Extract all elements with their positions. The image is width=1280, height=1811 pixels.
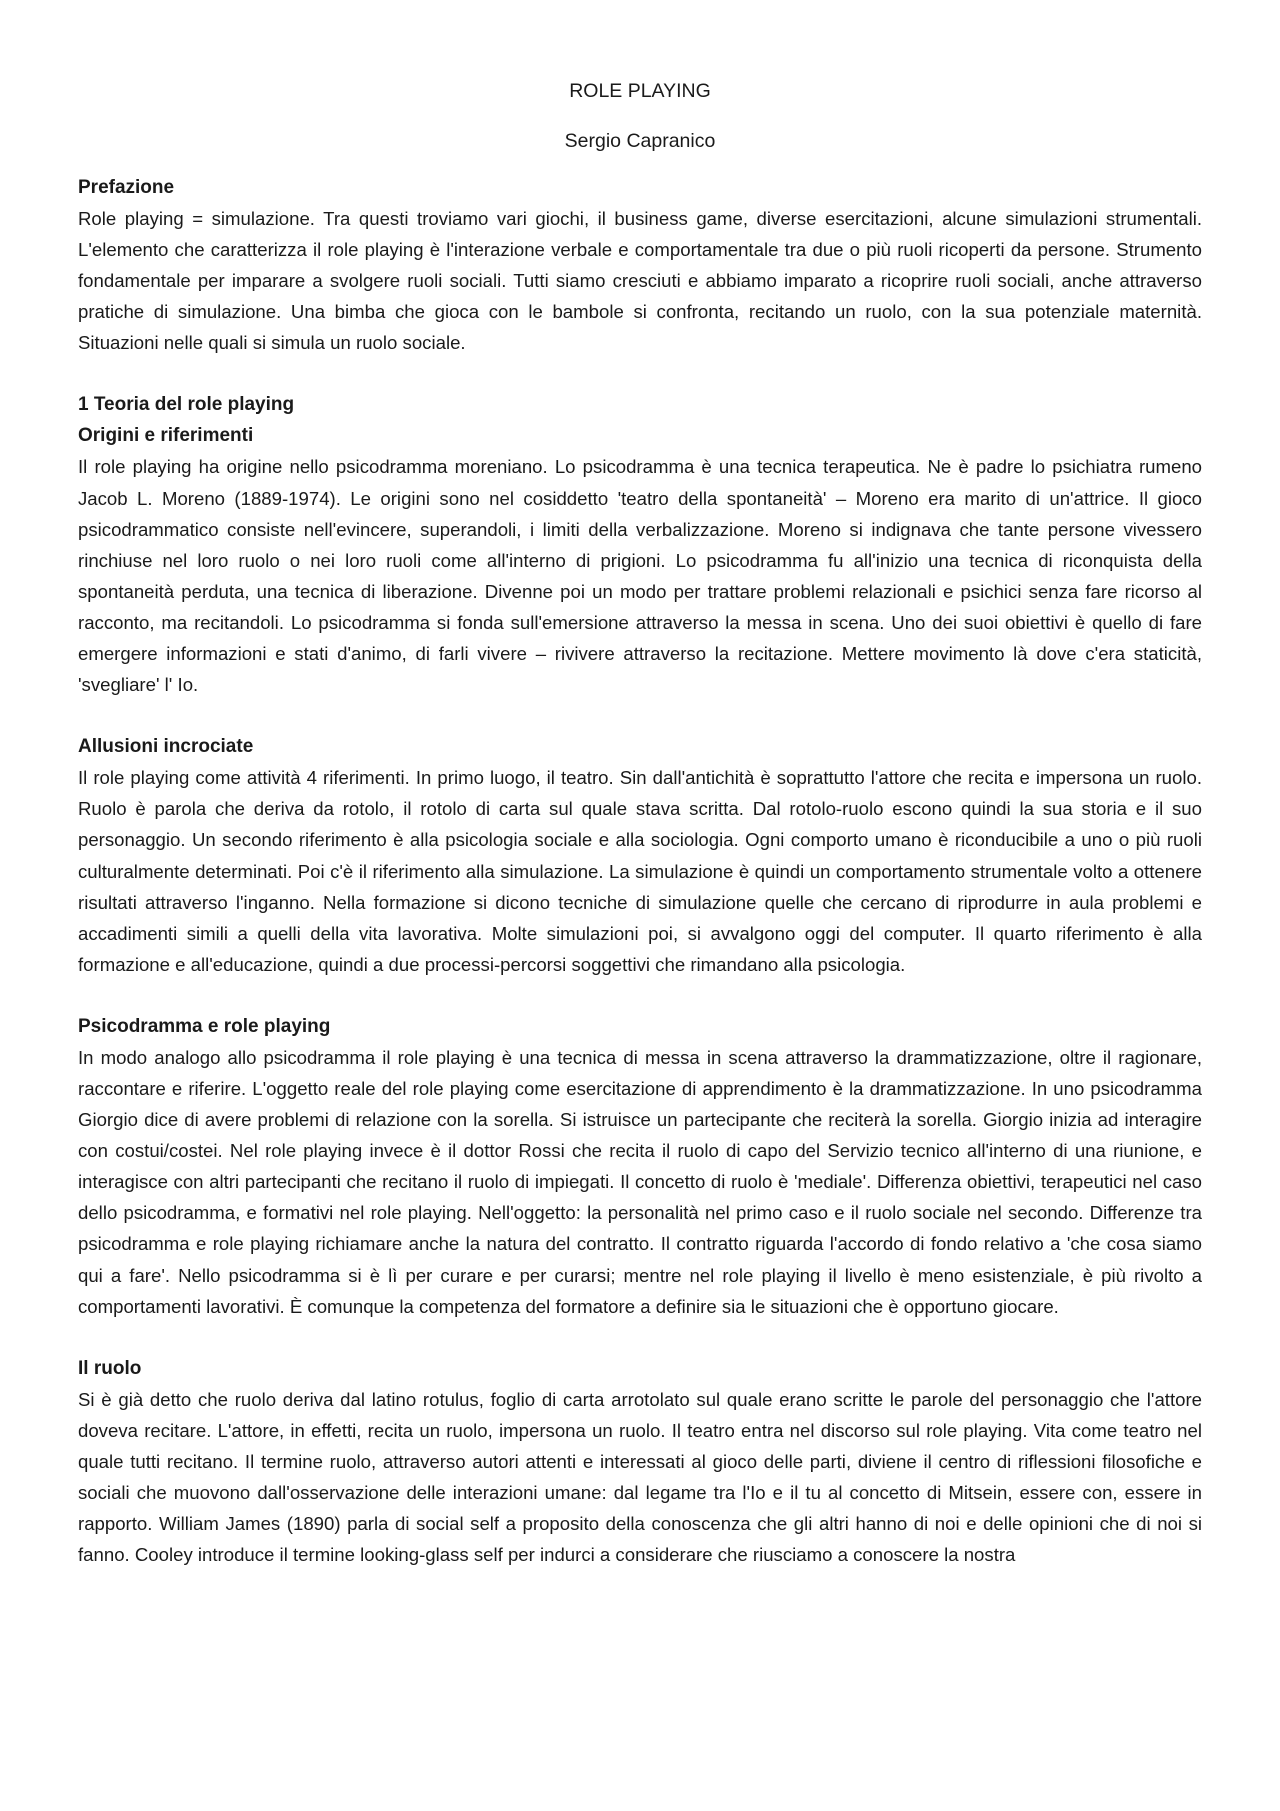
paragraph-spacer	[78, 980, 1202, 1011]
section-heading: Prefazione	[78, 177, 175, 198]
section-teoria-role-playing	[78, 389, 1202, 700]
section-paragraph: Il role playing ha origine nello psicodramma moreniano. Lo psicodramma è una tecnica terapeutica. Ne è padre lo psichiatra rumeno Jacob L. Moreno (1889-1974). Le origini sono nel cosiddetto 'teatro della spontaneità' – Moreno era marito di un'attrice. Il gioco psicodrammatico consiste nell'evincere, superandoli, i limiti della verbalizzazione. Moreno si indignava che tante persone vivessero rinchiuse nel loro ruolo o nei loro ruoli come all'interno di prigioni. Lo psicodramma fu all'inizio una tecnica di riconquista della spontaneità perduta, una tecnica di liberazione. Divenne poi un modo per trattare problemi relazionali e psichici senza fare ricorso al racconto, ma recitandoli. Lo psicodramma si fonda sull'emersione attraverso la messa in scena. Uno dei suoi obiettivi è quello di fare emergere informazioni e stati d'animo, di farli vivere – rivivere attraverso la recitazione. Mettere movimento là dove c'era staticità, 'svegliare' l' Io.	[78, 456, 1202, 696]
chapter-heading: 1 Teoria del role playing	[78, 394, 295, 416]
section-heading: Allusioni incrociate	[78, 736, 254, 758]
paragraph-spacer	[78, 1322, 1202, 1353]
section-il-ruolo	[78, 1353, 1202, 1571]
document-page	[78, 76, 1202, 1570]
section-heading: Origini e riferimenti	[78, 425, 254, 447]
section-prefazione	[78, 172, 1202, 358]
section-psicodramma-role-playing	[78, 1011, 1202, 1322]
section-paragraph: Il role playing come attività 4 riferimenti. In primo luogo, il teatro. Sin dall'antichità è soprattutto l'attore che recita e impersona un ruolo. Ruolo è parola che deriva da rotolo, il rotolo di carta sul quale stava scritta. Dal rotolo-ruolo escono quindi la sua storia e il suo personaggio. Un secondo riferimento è alla psicologia sociale e alla sociologia. Ogni comporto umano è riconducibile a uno o più ruoli culturalmente determinati. Poi c'è il riferimento alla simulazione. La simulazione è quindi un comportamento strumentale volto a ottenere risultati attraverso l'inganno. Nella formazione si dicono tecniche di simulazione quelle che cercano di riprodurre in aula problemi e accadimenti simili a quelli della vita lavorativa. Molte simulazioni poi, si avvalgono oggi del computer. Il quarto riferimento è alla formazione e all'educazione, quindi a due processi-percorsi soggettivi che rimandano alla psicologia.	[78, 767, 1202, 975]
section-paragraph: Role playing = simulazione. Tra questi troviamo vari giochi, il business game, diverse esercitazioni, alcune simulazioni strumentali. L'elemento che caratterizza il role playing è l'interazione verbale e comportamentale tra due o più ruoli ricoperti da persone. Strumento fondamentale per imparare a svolgere ruoli sociali. Tutti siamo cresciuti e abbiamo imparato a ricoprire ruoli sociali, anche attraverso pratiche di simulazione. Una bimba che gioca con le bambole si confronta, recitando un ruolo, con la sua potenziale maternità. Situazioni nelle quali si simula un ruolo sociale.	[78, 208, 1202, 354]
section-paragraph: Si è già detto che ruolo deriva dal latino rotulus, foglio di carta arrotolato sul quale erano scritte le parole del personaggio che l'attore doveva recitare. L'attore, in effetti, recita un ruolo, impersona un ruolo. Il teatro entra nel discorso sul role playing. Vita come teatro nel quale tutti recitano. Il termine ruolo, attraverso autori attenti e interessati al gioco delle parti, diviene il centro di riflessioni filosofiche e sociali che muovono dall'osservazione delle interazioni umane: dal legame tra l'Io e il tu al concetto di Mitsein, essere con, essere in rapporto. William James (1890) parla di social self a proposito della conoscenza che gli altri hanno di noi e delle opinioni che di noi si fanno. Cooley introduce il termine looking-glass self per indurci a considerare che riusciamo a conoscere la nostra	[78, 1388, 1202, 1566]
section-allusioni-incrociate	[78, 731, 1202, 980]
paragraph-spacer	[78, 358, 1202, 389]
section-heading: Psicodramma e role playing	[78, 1015, 331, 1037]
paragraph-spacer	[78, 700, 1202, 731]
document-author: Sergio Capranico	[564, 130, 716, 152]
section-paragraph: In modo analogo allo psicodramma il role playing è una tecnica di messa in scena attraverso la drammatizzazione, oltre il ragionare, raccontare e riferire. L'oggetto reale del role playing come esercitazione di apprendimento è la drammatizzazione. In uno psicodramma Giorgio dice di avere problemi di relazione con la sorella. Si istruisce un partecipante che reciterà la sorella. Giorgio inizia ad interagire con costui/costei. Nel role playing invece è il dottor Rossi che recita il ruolo di capo del Servizio tecnico all'interno di una riunione, e interagisce con altri partecipanti che recitano il ruolo di impiegati. Il concetto di ruolo è 'mediale'. Differenza obiettivi, terapeutici nel caso dello psicodramma, e formativi nel role playing. Nell'oggetto: la personalità nel primo caso e il ruolo sociale nel secondo. Differenze tra psicodramma e role playing richiamare anche la natura del contratto. Il contratto riguarda l'accordo di fondo relativo a 'che cosa siamo qui a fare'. Nello psicodramma si è lì per curare e per curarsi; mentre nel role playing il livello è meno esistenziale, è più rivolto a comportamenti lavorativi. È comunque la competenza del formatore a definire sia le situazioni che è opportuno giocare.	[78, 1046, 1202, 1317]
section-heading: Il ruolo	[78, 1357, 142, 1379]
document-title: ROLE PLAYING	[569, 80, 711, 102]
